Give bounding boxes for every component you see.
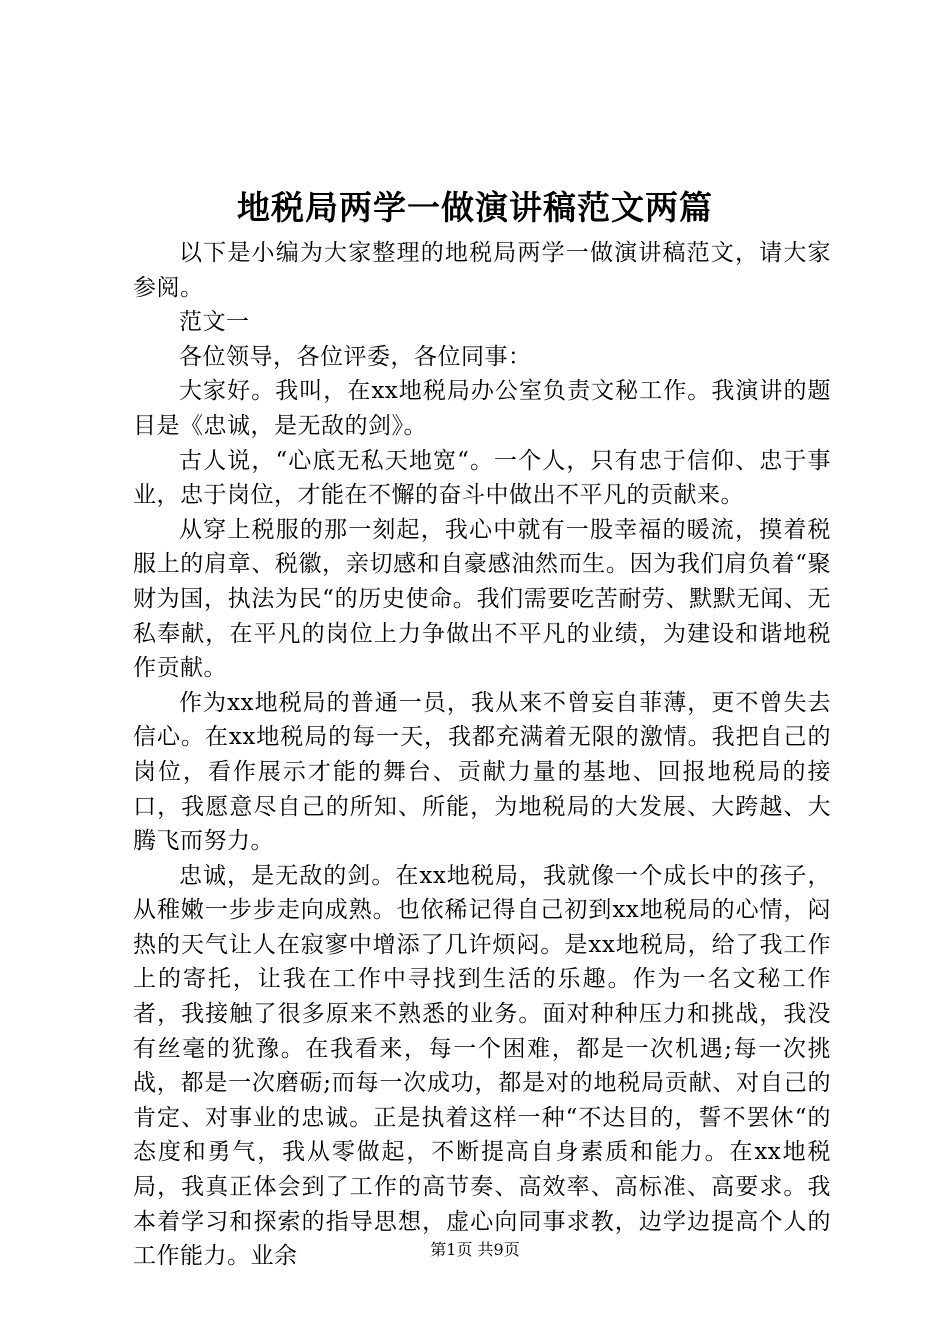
section-heading: 范文一 bbox=[179, 309, 250, 336]
salutation-paragraph: 各位领导，各位评委，各位同事： bbox=[179, 343, 532, 370]
document-title: 地税局两学一做演讲稿范文两篇 bbox=[237, 188, 713, 227]
body-paragraph: 古人说，“心底无私天地宽“。一个人，只有忠于信仰、忠于事业，忠于岗位，才能在不懈的奋斗中做出不平凡的贡献来。 bbox=[133, 447, 831, 509]
body-paragraph: 忠诚，是无敌的剑。在xx地税局，我就像一个成长中的孩子，从稚嫩一步步走向成熟。也依稀记得自己初到xx地税局的心情，闷热的天气让人在寂寥中增添了几许烦闷。是xx地税局，给了我工作上的寄托，让我在工作中寻找到生活的乐趣。作为一名文秘工作者，我接触了很多原来不熟悉的业务。面对种种压力和挑战，我没有丝毫的犹豫。在我看来，每一个困难，都是一次机遇;每一次挑战，都是一次磨砺;而每一次成功，都是对的地税局贡献、对自己的肯定、对事业的忠诚。正是执着这样一种“不达目的，誓不罢休“的态度和勇气，我从零做起，不断提高自身素质和能力。在xx地税局，我真正体会到了工作的高节奏、高效率、高标准、高要求。我本着学习和探索的指导思想，虚心向同事求教，边学边提高个人的工作能力。业余 bbox=[133, 862, 831, 1270]
body-paragraph: 作为xx地税局的普通一员，我从来不曾妄自菲薄，更不曾失去信心。在xx地税局的每一天，我都充满着无限的激情。我把自己的岗位，看作展示才能的舞台、贡献力量的基地、回报地税局的接口，我愿意尽自己的所知、所能，为地税局的大发展、大跨越、大腾飞而努力。 bbox=[133, 689, 831, 855]
body-paragraph: 大家好。我叫，在xx地税局办公室负责文秘工作。我演讲的题目是《忠诚，是无敌的剑》。 bbox=[133, 378, 831, 439]
document-body bbox=[133, 236, 831, 1274]
body-paragraph: 从穿上税服的那一刻起，我心中就有一股幸福的暖流，摸着税服上的肩章、税徽，亲切感和自豪感油然而生。因为我们肩负着“聚财为国，执法为民“的历史使命。我们需要吃苦耐劳、默默无闻、无私奉献，在平凡的岗位上力争做出不平凡的业绩，为建设和谐地税作贡献。 bbox=[133, 516, 831, 682]
intro-paragraph: 以下是小编为大家整理的地税局两学一做演讲稿范文，请大家参阅。 bbox=[133, 240, 831, 301]
page-footer: 第1页 共9页 bbox=[430, 1240, 520, 1259]
